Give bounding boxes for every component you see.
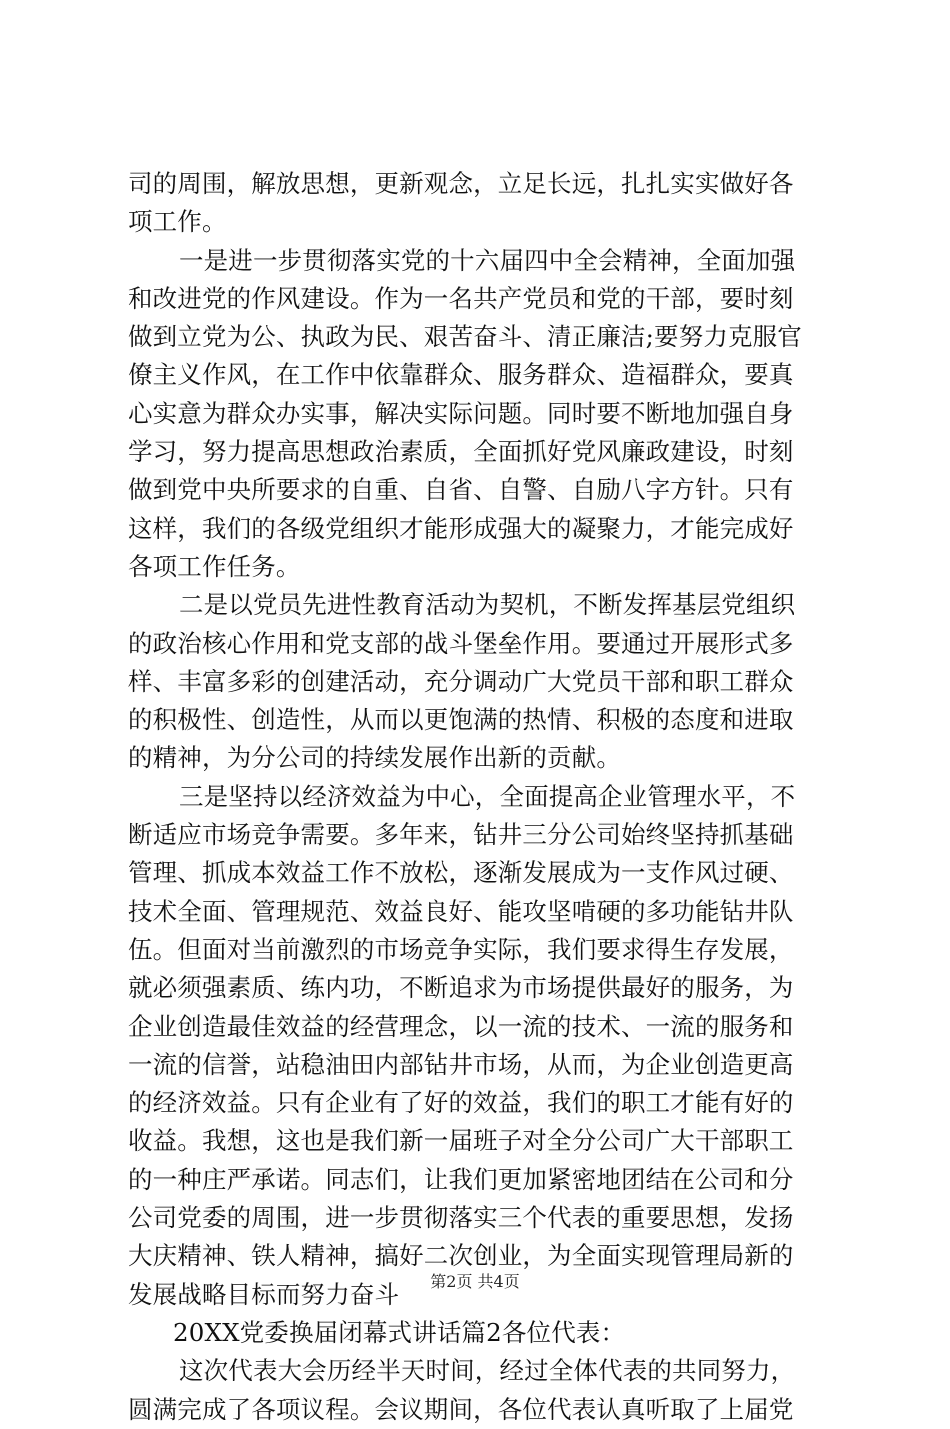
- text-line: 伍。但面对当前激烈的市场竞争实际，我们要求得生存发展，: [128, 934, 794, 964]
- text-line: 僚主义作风，在工作中依靠群众、服务群众、造福群众，要真: [128, 360, 794, 390]
- text-line: 心实意为群众办实事，解决实际问题。同时要不断地加强自身: [128, 398, 794, 428]
- text-line: 的政治核心作用和党支部的战斗堡垒作用。要通过开展形式多: [128, 628, 794, 658]
- text-line: 管理、抓成本效益工作不放松，逐渐发展成为一支作风过硬、: [128, 858, 794, 888]
- text-line: 技术全面、管理规范、效益良好、能攻坚啃硬的多功能钻井队: [128, 896, 794, 926]
- text-line: 发展战略目标而努力奋斗: [128, 1279, 400, 1309]
- text-line: 企业创造最佳效益的经营理念，以一流的技术、一流的服务和: [128, 1011, 794, 1041]
- text-line: 的精神，为分公司的持续发展作出新的贡献。: [128, 743, 621, 773]
- text-line: 学习，努力提高思想政治素质，全面抓好党风廉政建设，时刻: [128, 437, 794, 467]
- paragraph-start-line: 二是以党员先进性教育活动为契机，不断发挥基层党组织: [179, 590, 796, 620]
- text-line: 和改进党的作风建设。作为一名共产党员和党的干部，要时刻: [128, 283, 794, 313]
- paragraph-start-line: 一是进一步贯彻落实党的十六届四中全会精神，全面加强: [179, 245, 796, 275]
- text-line: 各项工作任务。: [128, 551, 301, 581]
- text-line: 做到立党为公、执政为民、艰苦奋斗、清正廉洁;要努力克服官: [128, 322, 802, 352]
- text-line: 公司党委的周围，进一步贯彻落实三个代表的重要思想，发扬: [128, 1203, 794, 1233]
- paragraph-start-line: 三是坚持以经济效益为中心，全面提高企业管理水平，不: [179, 781, 796, 811]
- page-number-footer: 第2页 共4页: [430, 1272, 520, 1291]
- text-line: 收益。我想，这也是我们新一届班子对全分公司广大干部职工: [128, 1126, 794, 1156]
- text-line: 样、丰富多彩的创建活动，充分调动广大党员干部和职工群众: [128, 666, 794, 696]
- text-line: 项工作。: [128, 207, 227, 237]
- text-line: 的积极性、创造性，从而以更饱满的热情、积极的态度和进取: [128, 705, 794, 735]
- text-line: 司的周围，解放思想，更新观念，立足长远，扎扎实实做好各: [128, 169, 794, 198]
- text-line: 的一种庄严承诺。同志们，让我们更加紧密地团结在公司和分: [128, 1164, 794, 1194]
- text-line: 这样，我们的各级党组织才能形成强大的凝聚力，才能完成好: [128, 513, 794, 543]
- text-line: 大庆精神、铁人精神，搞好二次创业，为全面实现管理局新的: [128, 1241, 794, 1271]
- text-line: 断适应市场竞争需要。多年来，钻井三分公司始终坚持抓基础: [128, 820, 794, 850]
- paragraph-start-line: 这次代表大会历经半天时间，经过全体代表的共同努力，: [179, 1356, 796, 1386]
- text-line: 做到党中央所要求的自重、自省、自警、自励八字方针。只有: [128, 475, 794, 505]
- text-line: 就必须强素质、练内功，不断追求为市场提供最好的服务，为: [128, 973, 794, 1003]
- text-line: 的经济效益。只有企业有了好的效益，我们的职工才能有好的: [128, 1088, 794, 1118]
- text-line: 圆满完成了各项议程。会议期间，各位代表认真听取了上届党: [128, 1394, 794, 1424]
- document-body: [128, 165, 828, 1429]
- section-heading-line: 20XX党委换届闭幕式讲话篇2各位代表：: [173, 1317, 626, 1347]
- text-line: 一流的信誉，站稳油田内部钻井市场，从而，为企业创造更高: [128, 1049, 794, 1079]
